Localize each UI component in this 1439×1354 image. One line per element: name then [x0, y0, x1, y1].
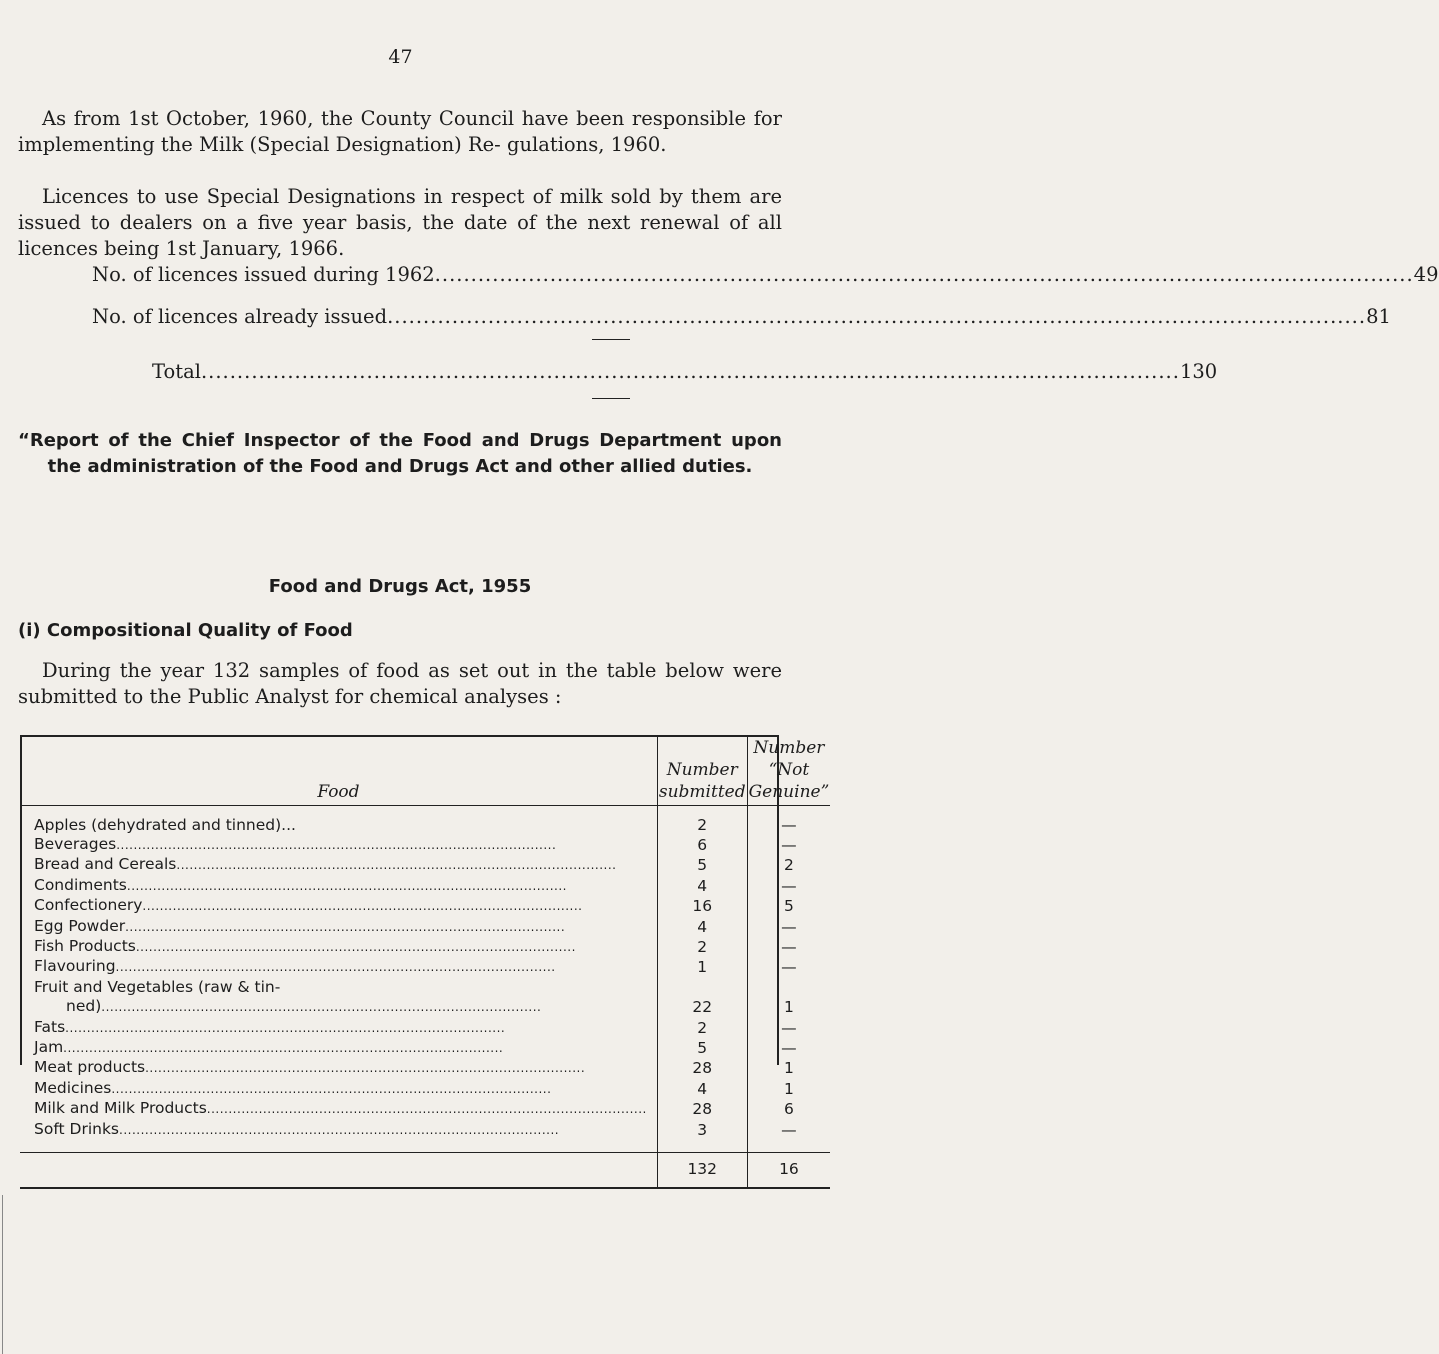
submitted-cell: 4	[657, 876, 747, 896]
total-not-genuine-cell: 16	[747, 1152, 830, 1188]
section-intro	[18, 658, 782, 710]
act-heading: Food and Drugs Act, 1955	[268, 576, 532, 597]
spacer-cell	[20, 806, 657, 816]
table-row	[20, 937, 830, 957]
leader-dots	[101, 998, 647, 1017]
food-name: Egg Powder	[34, 916, 126, 935]
leader-dots	[127, 877, 647, 896]
licences-total-row	[152, 360, 1218, 383]
food-cell	[20, 957, 657, 977]
food-name: Flavouring	[34, 957, 116, 976]
header-line: Food	[317, 782, 360, 802]
paragraph-text: Licences to use Special Designations in respect of milk sold by them are issued to dealers on a five year basis, the date of the next renewal of all licences being 1st January, 1966.	[18, 185, 782, 260]
food-cell	[20, 816, 657, 835]
table-row	[20, 957, 830, 977]
not-genuine-cell: —	[781, 876, 797, 895]
submitted-cell: 28	[657, 1099, 747, 1119]
food-cell	[20, 1099, 657, 1119]
spacer-cell	[657, 806, 747, 816]
total-submitted-cell: 132	[657, 1152, 747, 1188]
not-genuine-cell: —	[781, 835, 797, 854]
spacer-cell	[747, 806, 830, 816]
header-food	[20, 736, 657, 806]
food-cell	[20, 1120, 657, 1140]
licences-already-value: 81	[1366, 305, 1391, 328]
not-genuine-cell: 1	[783, 1059, 794, 1078]
food-name: Meat products	[34, 1058, 146, 1077]
licences-1962-value: 49	[1413, 263, 1439, 286]
not-genuine-cell: —	[781, 815, 797, 834]
header-line: Number	[666, 760, 738, 780]
food-cell	[20, 855, 657, 875]
submitted-cell: 28	[657, 1058, 747, 1078]
submitted-cell: 1	[657, 957, 747, 977]
food-name: Fish Products	[34, 936, 136, 955]
food-name: Fats	[34, 1017, 66, 1036]
header-line: Number	[753, 738, 825, 758]
paragraph-text: During the year 132 samples of food as set out in the table below were submitted to the Public Analyst for chemical analyses :	[18, 659, 782, 708]
page-edge-mark	[2, 1195, 3, 1354]
food-name: Bread and Cereals	[34, 855, 177, 874]
paragraph-milk-regulations	[18, 106, 782, 158]
not-genuine-cell: —	[781, 937, 797, 956]
not-genuine-cell: —	[781, 917, 797, 936]
table-row	[20, 1018, 830, 1038]
licences-total-value: 130	[1179, 360, 1218, 383]
header-line: submitted	[658, 782, 746, 802]
food-cell	[20, 937, 657, 957]
food-name: Condiments	[34, 875, 127, 894]
leader-dots	[116, 958, 647, 977]
food-cell	[20, 1018, 657, 1038]
table-row	[20, 1120, 830, 1140]
licences-already-label: No. of licences already issued	[92, 305, 388, 328]
submitted-cell: 4	[657, 917, 747, 937]
table-row	[20, 896, 830, 916]
submitted-cell: 2	[657, 1018, 747, 1038]
not-genuine-cell: —	[781, 1018, 797, 1037]
paragraph-licences	[18, 184, 782, 262]
table-row	[20, 816, 830, 835]
food-cell	[20, 835, 657, 855]
leader-dots	[119, 1121, 647, 1140]
food-name: Apples (dehydrated and tinned)...	[34, 815, 296, 834]
not-genuine-cell: —	[781, 1120, 797, 1139]
leader-dots	[63, 1039, 647, 1058]
food-name: Medicines	[34, 1078, 112, 1097]
licences-1962-label: No. of licences issued during 1962	[92, 263, 435, 286]
leader-dots	[111, 1080, 647, 1099]
food-name: Beverages	[34, 834, 117, 853]
leader-dots	[116, 836, 647, 855]
table-row	[20, 855, 830, 875]
submitted-cell: 3	[657, 1120, 747, 1140]
leader-dots	[201, 360, 1180, 383]
header-number-submitted	[657, 736, 747, 806]
table-row	[20, 917, 830, 937]
food-name: Fruit and Vegetables (raw & tin-	[34, 977, 281, 996]
total-label-cell	[20, 1152, 657, 1188]
leader-dots	[145, 1059, 647, 1078]
food-name: Milk and Milk Products	[34, 1099, 207, 1118]
submitted-cell: 6	[657, 835, 747, 855]
table-spacer-row	[20, 806, 830, 816]
table-row	[20, 835, 830, 855]
food-cell	[20, 1058, 657, 1078]
not-genuine-cell: 6	[783, 1100, 794, 1119]
leader-dots	[142, 897, 646, 916]
table-row	[20, 876, 830, 896]
leader-dots	[136, 938, 647, 957]
food-cell	[20, 1038, 657, 1058]
table-row	[20, 1099, 830, 1119]
submitted-cell: 4	[657, 1079, 747, 1099]
submitted-cell: 2	[657, 816, 747, 835]
leader-dots	[125, 918, 647, 937]
not-genuine-cell: —	[781, 1038, 797, 1057]
food-name: Confectionery	[34, 896, 143, 915]
table-total-row	[20, 1152, 830, 1188]
leader-dots	[435, 263, 1414, 286]
table-spacer-row	[20, 1140, 830, 1152]
submitted-cell: 5	[657, 1038, 747, 1058]
table-row	[20, 1079, 830, 1099]
spacer-cell	[747, 1140, 830, 1152]
submitted-cell: 5	[657, 855, 747, 875]
food-samples-table	[20, 736, 830, 1189]
submitted-cell: 2	[657, 937, 747, 957]
table-row	[20, 1038, 830, 1058]
not-genuine-cell: —	[781, 958, 797, 977]
licences-1962-row	[92, 263, 1439, 286]
header-line: “Not Genuine”	[748, 760, 830, 802]
not-genuine-cell: 1	[783, 998, 794, 1017]
submitted-cell: 22	[657, 978, 747, 1018]
food-cell	[20, 978, 657, 1018]
food-name: Soft Drinks	[34, 1119, 120, 1138]
leader-dots	[65, 1019, 647, 1038]
sum-rule-top	[592, 339, 630, 340]
table-header-row	[20, 736, 830, 806]
page-number: 47	[388, 46, 413, 68]
table-row	[20, 978, 830, 1018]
not-genuine-cell: 2	[783, 856, 794, 875]
report-heading: “Report of the Chief Inspector of the Food and Drugs Department upon the administration of the Food and Drugs Act and other allied duties.	[18, 430, 782, 477]
section-heading: (i) Compositional Quality of Food	[18, 620, 353, 641]
paragraph-text: As from 1st October, 1960, the County Council have been responsible for implementing the Milk (Special Designation) Re- gulations, 1960.	[18, 107, 782, 156]
licences-already-row	[92, 305, 1391, 328]
spacer-cell	[20, 1140, 657, 1152]
food-cell	[20, 876, 657, 896]
food-cell	[20, 1079, 657, 1099]
header-not-genuine	[747, 736, 830, 806]
food-name-continued: ned)	[66, 997, 102, 1016]
food-name: Jam	[34, 1037, 64, 1056]
food-cell	[20, 896, 657, 916]
submitted-cell: 16	[657, 896, 747, 916]
sum-rule-bottom	[592, 398, 630, 399]
leader-dots	[207, 1100, 647, 1119]
leader-dots	[176, 856, 647, 875]
licences-total-label: Total	[152, 360, 201, 383]
food-cell	[20, 917, 657, 937]
spacer-cell	[657, 1140, 747, 1152]
not-genuine-cell: 1	[783, 1079, 794, 1098]
table-row	[20, 1058, 830, 1078]
not-genuine-cell: 5	[783, 897, 794, 916]
leader-dots	[387, 305, 1366, 328]
